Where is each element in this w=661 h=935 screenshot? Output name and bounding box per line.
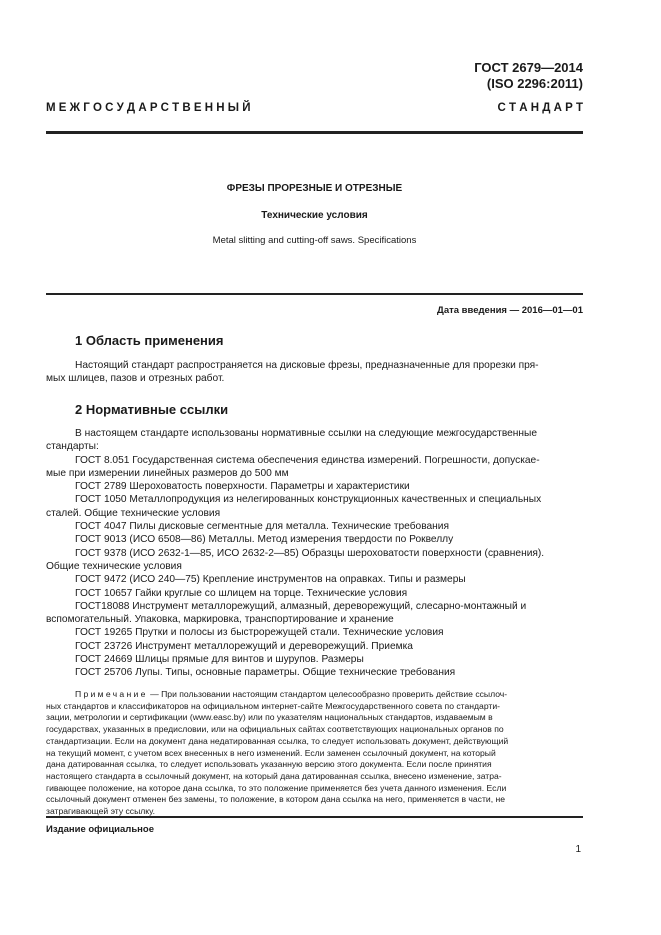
reference-item: ГОСТ 8.051 Государственная система обеспечения единства измерений. Погрешности, допускае- [75, 454, 540, 466]
reference-item: ГОСТ 4047 Пилы дисковые сегментные для металла. Технические требования [75, 521, 450, 533]
document-title-english: Metal slitting and cutting-off saws. Specifications [212, 235, 417, 246]
header-rule [46, 131, 583, 134]
reference-item: ГОСТ18088 Инструмент металлорежущий, алмазный, дереворежущий, слесарно-монтажный и [75, 600, 527, 612]
reference-item: ГОСТ 10657 Гайки круглые со шлицем на торце. Технические условия [75, 587, 408, 599]
section-2-text [46, 427, 583, 680]
note-line: ссылочный документ отменен без замены, то положение, в котором дана ссылка на него, применяется в части, не [46, 794, 506, 805]
reference-item-continued: сталей. Общие технические условия [46, 507, 221, 519]
gost-number: ГОСТ 2679—2014 [474, 60, 583, 75]
reference-item: ГОСТ 1050 Металлопродукция из нелегированных конструкционных качественных и специальных [75, 494, 542, 506]
section-1-heading: 1 Область применения [75, 333, 224, 348]
note-label: Примечание [75, 689, 148, 699]
introduction-date: Дата введения — 2016—01—01 [437, 305, 583, 316]
reference-item: ГОСТ 2789 Шероховатость поверхности. Параметры и характеристики [75, 481, 410, 493]
section-2-heading: 2 Нормативные ссылки [75, 402, 229, 417]
reference-item: ГОСТ 9472 (ИСО 240—75) Крепление инструментов на оправках. Типы и размеры [75, 574, 466, 586]
reference-item-continued: мые при измерении линейных размеров до 500 мм [46, 467, 289, 479]
reference-item: ГОСТ 24669 Шлицы прямые для винтов и шурупов. Размеры [75, 654, 364, 666]
note-line: на текущий момент, с учетом всех внесенных в него изменений. Если заменен ссылочный документ, на который [46, 747, 496, 758]
note-line: гивающее положение, на которое дана ссылка, то это положение применяется без учета данного изменения. Если [46, 782, 507, 793]
text-line: В настоящем стандарте использованы нормативные ссылки на следующие межгосударственные [75, 428, 538, 439]
official-edition-label: Издание официальное [46, 824, 154, 835]
reference-item: ГОСТ 9013 (ИСО 6508—86) Металлы. Метод измерения твердости по Роквеллу [75, 534, 454, 546]
note-line: стандартизации. Если на документ дана недатированная ссылка, то следует использовать документ, действующий [46, 735, 509, 746]
iso-number: (ISO 2296:2011) [486, 76, 583, 91]
reference-item: ГОСТ 9378 (ИСО 2632-1—85, ИСО 2632-2—85) Образцы шероховатости поверхности (сравнения). [75, 547, 545, 559]
note-line: дана датированная ссылка, то следует использовать указанную версию этого документа. Если после принятия [46, 759, 492, 770]
section-1-text [46, 359, 583, 386]
note-first-line [46, 689, 583, 701]
standard-word: С Т А Н Д А Р Т [497, 102, 583, 114]
document-title: ФРЕЗЫ ПРОРЕЗНЫЕ И ОТРЕЗНЫЕ [226, 183, 403, 194]
standard-type-banner [46, 102, 583, 114]
standard-designation [474, 60, 583, 92]
text-line: мых шлицев, пазов и отрезных работ. [46, 373, 225, 385]
note-line: затрагивающей эту ссылку. [46, 806, 155, 817]
interstate-word: М Е Ж Г О С У Д А Р С Т В Е Н Н Ы Й [46, 102, 251, 114]
reference-item-continued: Общие технические условия [46, 560, 182, 572]
note-line: ных стандартов и классификаторов на официальном интернет-сайте Межгосударственного совета по стандарти- [46, 700, 501, 711]
reference-item: ГОСТ 23726 Инструмент металлорежущий и дереворежущий. Приемка [75, 640, 413, 652]
note-block [46, 689, 583, 818]
title-rule [46, 293, 583, 295]
reference-item-continued: вспомогательный. Упаковка, маркировка, транспортирование и хранение [46, 614, 394, 626]
page-number: 1 [575, 844, 581, 855]
reference-item: ГОСТ 19265 Прутки и полосы из быстрорежущей стали. Технические условия [75, 627, 444, 639]
text-line: стандарты: [46, 441, 99, 453]
footer-rule [46, 816, 583, 818]
note-line: зации, метрологии и сертификации (www.easc.by) или по указателям национальных стандартов, издаваемым в [46, 712, 493, 723]
reference-item: ГОСТ 25706 Лупы. Типы, основные параметры. Общие технические требования [75, 667, 456, 679]
note-line: настоящего стандарта в ссылочный документ, на который дана датированная ссылка, внесено изменение, затра- [46, 770, 502, 781]
note-line: государствах, указанных в предисловии, или на официальных сайтах соответствующих национальных органов по [46, 724, 504, 735]
document-subtitle: Технические условия [261, 210, 368, 221]
note-text: — При пользовании настоящим стандартом целесообразно проверить действие ссылоч- [147, 689, 508, 699]
text-line: Настоящий стандарт распространяется на дисковые фрезы, предназначенные для прорезки пря- [75, 360, 539, 371]
